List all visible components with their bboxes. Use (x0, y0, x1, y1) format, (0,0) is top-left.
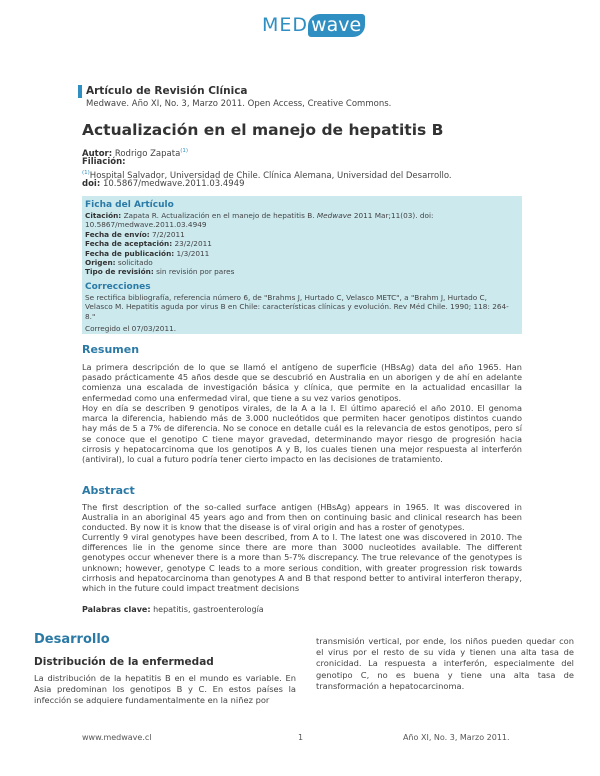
affiliation-sup: (1) (82, 170, 90, 176)
keywords-value: hepatitis, gastroenterología (153, 605, 264, 614)
abstract-heading: Abstract (82, 484, 135, 497)
corrections-line-3: 8." (85, 311, 96, 321)
page-title: Actualización en el manejo de hepatitis B (82, 121, 444, 139)
article-type: Artículo de Revisión Clínica (86, 85, 248, 97)
corrections-line-1: Se rectifica bibliografía, referencia número 6, de "Brahms J, Hurtado C, Velasco METC", a "Brahm J, Hurtado C, (85, 292, 487, 302)
resumen-paragraph-1: La primera descripción de lo que se llamó el antígeno de superficie (HBsAg) data del año 1965. Han pasado prácticamente 45 años desde que se descubrió en Australia en un aborigen y de ahí en adelante comienza una escalada de investigación básica y clínica, que permite en la actualidad encasillar la enfermedad como una enfermedad viral, que tiene a su vez varios genotipos. (82, 362, 522, 403)
logo-prefix: MED (262, 14, 309, 36)
published-date: Fecha de publicación: 1/3/2011 (85, 248, 210, 258)
affiliation-text: Hospital Salvador, Universidad de Chile. Clínica Alemana, Universidad del Desarrollo. (89, 170, 452, 181)
doi-link[interactable]: 10.5867/medwave.2011.03.4949 (102, 179, 245, 189)
affiliation-label-line (82, 157, 126, 168)
left-column-text: La distribución de la hepatitis B en el mundo es variable. En Asia predominan los genotipos B y C. En estos países la infección se adquiere fundamentalmente en la niñez por (34, 673, 296, 706)
desarrollo-heading: Desarrollo (34, 632, 110, 647)
ficha-title: Ficha del Artículo (85, 200, 174, 210)
resumen-paragraph-2: Hoy en día se describen 9 genotipos virales, de la A a la I. El último apareció el año 2010. El genoma marca la diferencia, habiendo más de 3.000 nucleótidos que permiten hacer genotipos distintos cuando hay más de 5 a 7% de diferencia. No se conoce en detalle cuál es la relevancia de estos genotipos, pero sí se conoce que el genotipo C tiene mayor gravedad, determinando mayor riesgo de progresión hacia cirrosis y hepatocarcinoma que los genotipos A y B, los cuales tienen una mejor respuesta al interferón (antiviral), lo cual a futuro podría tener cierto impacto en las decisiones de tratamiento. (82, 403, 522, 465)
abstract-paragraph-1: The first description of the so-called surface antigen (HBsAg) appears in 1965. It was discovered in Australia in an aboriginal 45 years ago and from then on continuing basic and clinical research has been conducted. By now it is know that the disease is of viral origin and has a roster of genotypes. (82, 502, 522, 533)
citation-doi[interactable]: 10.5867/medwave.2011.03.4949 (85, 220, 207, 230)
footer-issue: Año XI, No. 3, Marzo 2011. (403, 733, 510, 742)
author-label: Autor: (82, 148, 113, 159)
corrections-title: Correcciones (85, 281, 151, 292)
doi-label: doi: (82, 179, 101, 189)
author-sup: (1) (180, 148, 189, 154)
journal-line: Medwave. Año XI, No. 3, Marzo 2011. Open Access, Creative Commons. (86, 99, 392, 109)
corrected-date: Corregido el 07/03/2011. (85, 324, 177, 334)
article-info-box (82, 196, 522, 334)
author-name: Rodrigo Zapata (114, 148, 181, 159)
logo-wave: wave (308, 14, 365, 37)
doi-line (82, 179, 244, 190)
abstract-paragraph-2: Currently 9 viral genotypes have been described, from A to I. The latest one was discovered in 2010. The differences lie in the genome since there are more than 3000 nucleotides available. The different genotypes occur whenever there is a more than 5-7% discrepancy. The true relevance of the genotypes is unknown; however, genotype C leads to a more serious condition, with greater progression risk towards cirrhosis and hepatocarcinoma than genotypes A and B that respond better to antiviral interferon therapy, which in the future could impact treatment decisions (82, 532, 522, 594)
distribucion-subheading: Distribución de la enfermedad (34, 656, 214, 668)
medwave-logo (262, 14, 365, 42)
keywords-label: Palabras clave: (82, 605, 151, 614)
footer-site[interactable]: www.medwave.cl (82, 733, 152, 742)
sent-date: Fecha de envío: 7/2/2011 (85, 229, 185, 239)
resumen-heading: Resumen (82, 343, 140, 356)
accepted-date: Fecha de aceptación: 23/2/2011 (85, 239, 212, 249)
section-marker (78, 85, 82, 98)
corrections-line-2: Velasco M. Hepatitis aguda por virus B en Chile: características clínicas y evolución. Rev Méd Chile. 1990; 118: 264- (85, 302, 509, 312)
origin: Origen: solicitado (85, 258, 153, 268)
footer-page-number: 1 (298, 733, 304, 742)
affiliation-label: Filiación: (82, 157, 126, 167)
keywords (82, 605, 264, 614)
review-type: Tipo de revisión: sin revisión por pares (85, 267, 235, 277)
right-column-text: transmisión vertical, por ende, los niños pueden quedar con el virus por el resto de su vida y tienen una alta tasa de cronicidad. La respuesta a interferón, especialmente del genotipo C, no es buena y tiene una alta tasa de transformación a hepatocarcinoma. (316, 636, 574, 691)
citation-line: Citación: Zapata R. Actualización en el manejo de hepatitis B. Medwave 2011 Mar;11(03). doi: (85, 211, 434, 220)
